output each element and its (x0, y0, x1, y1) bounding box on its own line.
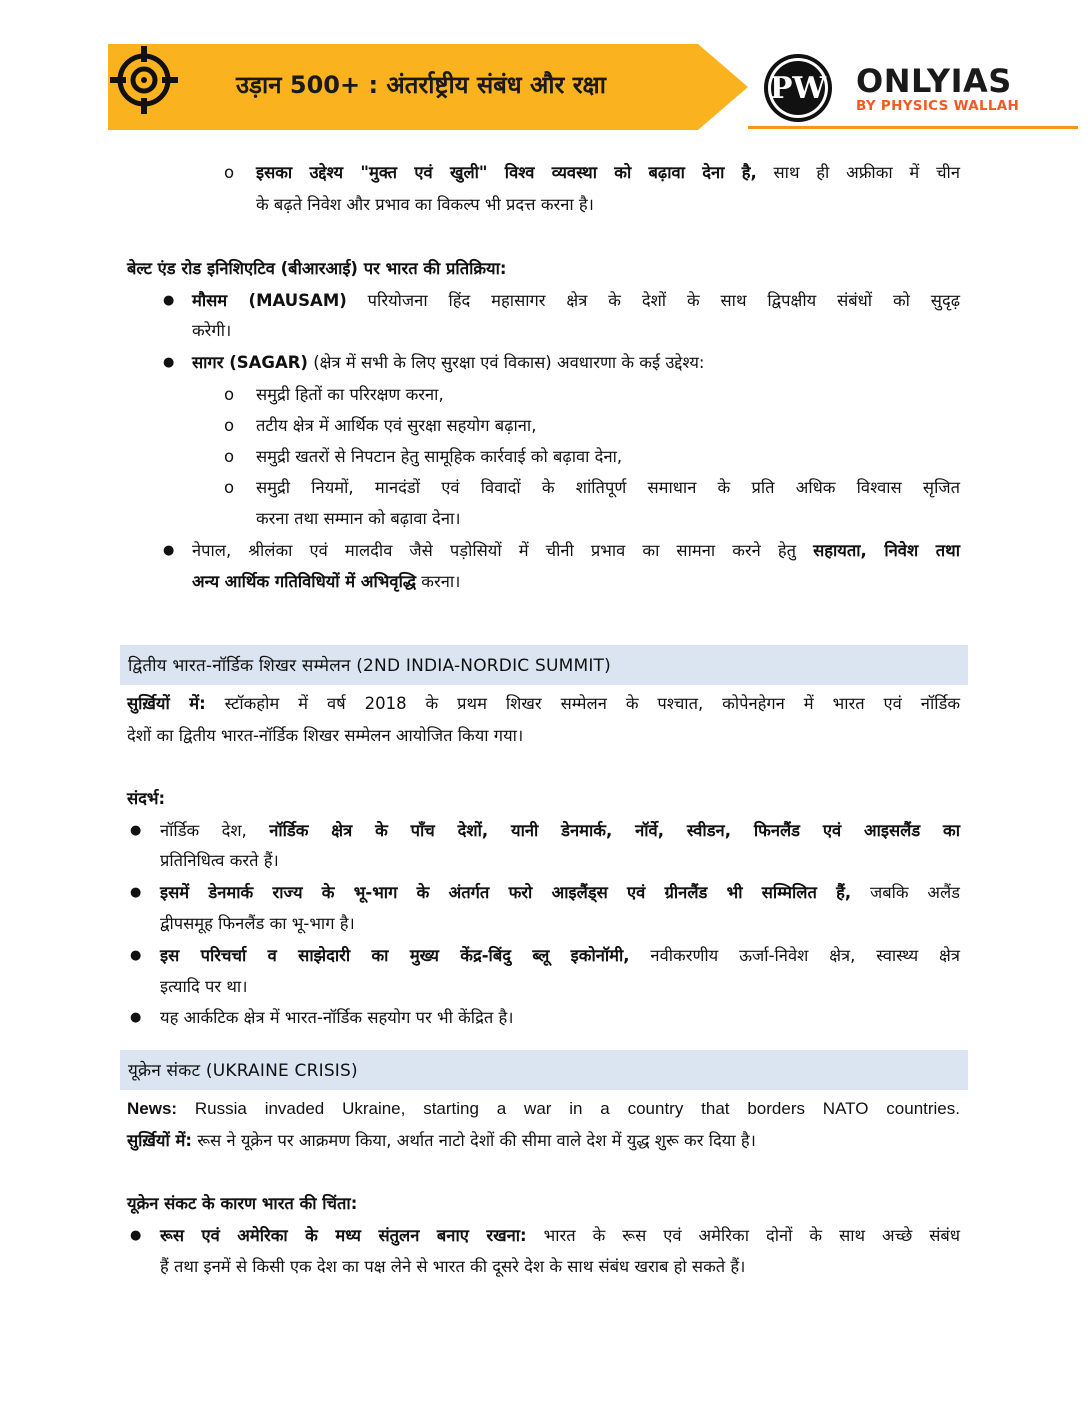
bullet-marker: ● (163, 543, 175, 558)
sagar-item-4-line-2: करना तथा सम्मान को बढ़ावा देना। (256, 509, 461, 528)
section-heading-ukraine (120, 1050, 968, 1090)
pw-logo-icon (762, 52, 834, 124)
nepal-text: नेपाल, श्रीलंका एवं मालदीव जैसे पड़ोसियों में चीनी प्रभाव का सामना करने हेतु (192, 541, 814, 560)
nepal-line-1 (192, 535, 960, 566)
sagar-item-3: समुद्री खतरों से निपटान हेतु सामूहिक कार्रवाई को बढ़ावा देना, (256, 447, 623, 466)
sagar-text: (क्षेत्र में सभी के लिए सुरक्षा एवं विकास) अवधारणा के कई उद्देश्य: (307, 353, 705, 372)
nepal-bold-1: सहायता, निवेश तथा (813, 541, 960, 560)
intro-bold: इसका उद्देश्य "मुक्त एवं खुली" विश्व व्यवस्था को बढ़ावा देना है, (256, 163, 757, 182)
nordic-b2-line-2: द्वीपसमूह फिनलैंड का भू-भाग है। (160, 914, 355, 933)
circle-bullet: o (224, 478, 235, 497)
ukraine-c1-bold: रूस एवं अमेरिका के मध्य संतुलन बनाए रखना: (160, 1226, 527, 1245)
mausam-bold: मौसम (MAUSAM) (192, 291, 347, 310)
nordic-b2-text: जबकि अलैंड (851, 883, 960, 902)
target-icon (108, 44, 180, 116)
nordic-b1-text: नॉर्डिक देश, (160, 821, 270, 840)
nordic-b3-line-2: इत्यादि पर था। (160, 977, 248, 996)
mausam-line-1 (192, 285, 960, 316)
title-banner (108, 44, 748, 130)
circle-bullet: o (224, 416, 235, 435)
sagar-item-2: तटीय क्षेत्र में आर्थिक एवं सुरक्षा सहयोग बढ़ाना, (256, 416, 537, 435)
nordic-news-label: सुर्ख़ियों में: (127, 694, 206, 713)
ukraine-news-en (127, 1093, 960, 1124)
ukraine-c1-line-1 (160, 1220, 960, 1251)
circle-bullet: o (224, 385, 235, 404)
bullet-marker: ● (163, 355, 175, 370)
sagar-item-1: समुद्री हितों का परिरक्षण करना, (256, 385, 444, 404)
intro-line-2: के बढ़ते निवेश और प्रभाव का विकल्प भी प्रदत्त करना है। (256, 195, 594, 214)
nordic-b2-bold: इसमें डेनमार्क राज्य के भू-भाग के अंतर्गत फरो आइलैंड्स एवं ग्रीनलैंड भी सम्मिलित हैं, (160, 883, 852, 902)
bri-heading: बेल्ट एंड रोड इनिशिएटिव (बीआरआई) पर भारत की प्रतिक्रिया: (127, 259, 507, 278)
bullet-marker: ● (130, 1010, 142, 1025)
brand-subtitle: BY PHYSICS WALLAH (856, 98, 1020, 114)
nordic-b3-text: नवीकरणीय ऊर्जा-निवेश क्षेत्र, स्वास्थ्य क्षेत्र (629, 946, 960, 965)
intro-text: साथ ही अफ्रीका में चीन (756, 163, 960, 182)
mausam-text: परियोजना हिंद महासागर क्षेत्र के देशों के साथ द्विपक्षीय संबंधों को सुदृढ़ (346, 291, 961, 310)
nordic-b3-bold: इस परिचर्चा व साझेदारी का मुख्य केंद्र-बिंदु ब्लू इकोनॉमी, (160, 946, 630, 965)
intro-line-1 (256, 157, 960, 188)
pw-logo-text: PW (769, 71, 827, 106)
sagar-line (192, 347, 705, 378)
ukraine-c1-line-2: हैं तथा इनमें से किसी एक देश का पक्ष लेने से भारत की दूसरे देश के साथ संबंध खराब हो सकते हैं। (160, 1257, 746, 1276)
ukraine-heading: यूक्रेन संकट (UKRAINE CRISIS) (128, 1061, 358, 1081)
nordic-news-line-2: देशों का द्वितीय भारत-नॉर्डिक शिखर सम्मेलन आयोजित किया गया। (127, 726, 524, 745)
section-heading-nordic (120, 645, 968, 685)
nordic-b3-line-1 (160, 940, 960, 971)
nepal-line-2 (192, 566, 460, 597)
ukraine-news-hi (127, 1125, 756, 1156)
nordic-b2-line-1 (160, 877, 960, 908)
ukraine-news-en-text: Russia invaded Ukraine, starting a war in a country that borders NATO countries. (177, 1099, 960, 1118)
nordic-news-line-1 (127, 688, 960, 719)
ukraine-news-en-label: News: (127, 1099, 178, 1118)
nordic-b4: यह आर्कटिक क्षेत्र में भारत-नॉर्डिक सहयोग पर भी केंद्रित है। (160, 1008, 514, 1027)
nordic-b1-line-2: प्रतिनिधित्व करते हैं। (160, 851, 279, 870)
context-label: संदर्भ: (127, 789, 166, 808)
nepal-end: करना। (416, 572, 461, 591)
bullet-marker: ● (130, 1228, 142, 1243)
ukraine-news-hi-text: रूस ने यूक्रेन पर आक्रमण किया, अर्थात नाटो देशों की सीमा वाले देश में युद्ध शुरू कर दिया है। (191, 1131, 756, 1150)
ukraine-concern-label: यूक्रेन संकट के कारण भारत की चिंता: (127, 1194, 358, 1213)
header-rule (748, 126, 1078, 129)
brand (856, 64, 1019, 114)
brand-name: ONLYIAS (856, 62, 1012, 100)
nordic-heading: द्वितीय भारत-नॉर्डिक शिखर सम्मेलन (2ND INDIA-NORDIC SUMMIT) (128, 656, 611, 676)
bullet-marker: ● (130, 885, 142, 900)
bullet-marker: ● (163, 293, 175, 308)
bullet-marker: ● (130, 823, 142, 838)
sagar-bold: सागर (SAGAR) (192, 353, 308, 372)
nordic-news-text: स्टॉकहोम में वर्ष 2018 के प्रथम शिखर सम्मेलन के पश्चात, कोपेनहेगन में भारत एवं नॉर्डिक (205, 694, 961, 713)
page-header (0, 0, 1088, 140)
sagar-item-4: समुद्री नियमों, मानदंडों एवं विवादों के शांतिपूर्ण समाधान के प्रति अधिक विश्वास सृजित (256, 478, 960, 497)
circle-bullet: o (224, 447, 235, 466)
ukraine-news-hi-label: सुर्ख़ियों में: (127, 1131, 192, 1150)
ukraine-c1-text: भारत के रूस एवं अमेरिका दोनों के साथ अच्छे संबंध (526, 1226, 960, 1245)
mausam-line-2: करेगी। (192, 321, 232, 340)
nepal-bold-2: अन्य आर्थिक गतिविधियों में अभिवृद्धि (192, 572, 417, 591)
bullet-marker: ● (130, 948, 142, 963)
page-title: उड़ान 500+ : अंतर्राष्ट्रीय संबंध और रक्षा (236, 71, 606, 99)
circle-bullet: o (224, 163, 235, 182)
nordic-b1-bold: नॉर्डिक क्षेत्र के पाँच देशों, यानी डेनमार्क, नॉर्वे, स्वीडन, फिनलैंड एवं आइसलैंड का (269, 821, 960, 840)
nordic-b1-line-1 (160, 815, 960, 846)
